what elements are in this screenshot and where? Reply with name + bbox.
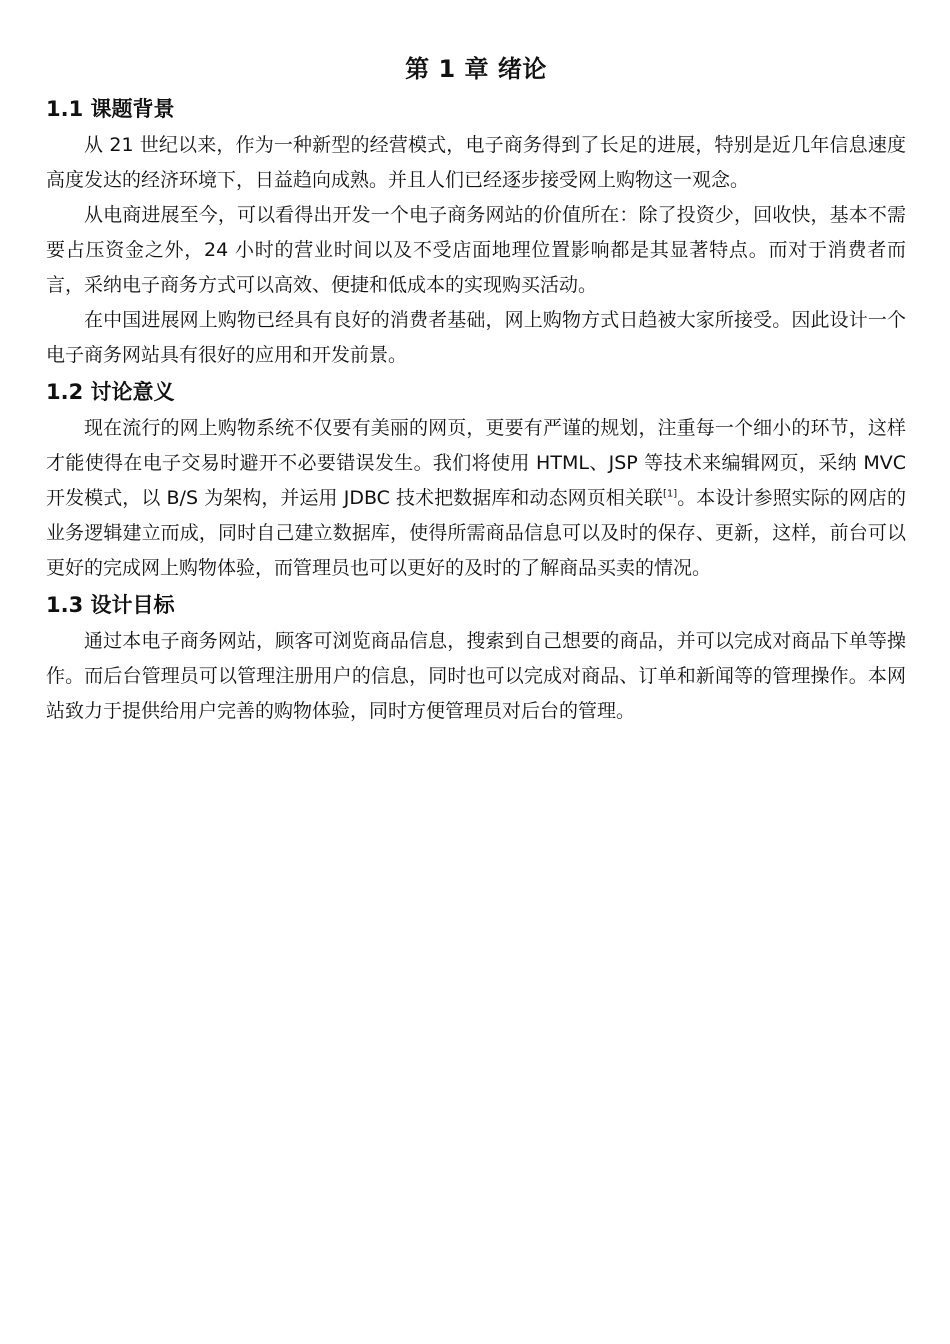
section-background — [46, 92, 906, 373]
citation-reference[interactable]: [1] — [663, 488, 678, 500]
section-significance — [46, 375, 906, 586]
paragraph-text: 。本设计参照实际的网店的业务逻辑建立而成，同时自己建立数据库，使得所需商品信息可以及时的保存、更新，这样，前台可以更好的完成网上购物体验，而管理员也可以更好的及时的了解商品买卖的情况。 — [46, 487, 906, 579]
section-design-goals — [46, 588, 906, 729]
paragraph: 通过本电子商务网站，顾客可浏览商品信息，搜索到自己想要的商品，并可以完成对商品下单等操作。而后台管理员可以管理注册用户的信息，同时也可以完成对商品、订单和新闻等的管理操作。本网站致力于提供给用户完善的购物体验，同时方便管理员对后台的管理。 — [46, 630, 906, 722]
section-heading: 1.2 讨论意义 — [46, 380, 175, 404]
paragraph — [46, 411, 906, 586]
paragraph-text: 现在流行的网上购物系统不仅要有美丽的网页，更要有严谨的规划，注重每一个细小的环节，这样才能使得在电子交易时避开不必要错误发生。我们将使用 HTML、JSP 等技术来编辑网页，采纳 MVC 开发模式，以 B/S 为架构，并运用 JDBC 技术把数据库和动态网页相关联 — [46, 417, 906, 509]
chapter-title: 第 1 章 绪论 — [405, 55, 547, 83]
paragraph: 在中国进展网上购物已经具有良好的消费者基础，网上购物方式日趋被大家所接受。因此设计一个电子商务网站具有很好的应用和开发前景。 — [46, 309, 906, 366]
section-heading: 1.3 设计目标 — [46, 593, 175, 617]
paragraph: 从电商进展至今，可以看得出开发一个电子商务网站的价值所在：除了投资少，回收快，基本不需要占压资金之外，24 小时的营业时间以及不受店面地理位置影响都是其显著特点。而对于消费者而言，采纳电子商务方式可以高效、便捷和低成本的实现购买活动。 — [46, 204, 906, 296]
paragraph: 从 21 世纪以来，作为一种新型的经营模式，电子商务得到了长足的进展，特别是近几年信息速度高度发达的经济环境下，日益趋向成熟。并且人们已经逐步接受网上购物这一观念。 — [46, 134, 906, 191]
section-heading: 1.1 课题背景 — [46, 97, 175, 121]
document-page — [46, 50, 906, 731]
